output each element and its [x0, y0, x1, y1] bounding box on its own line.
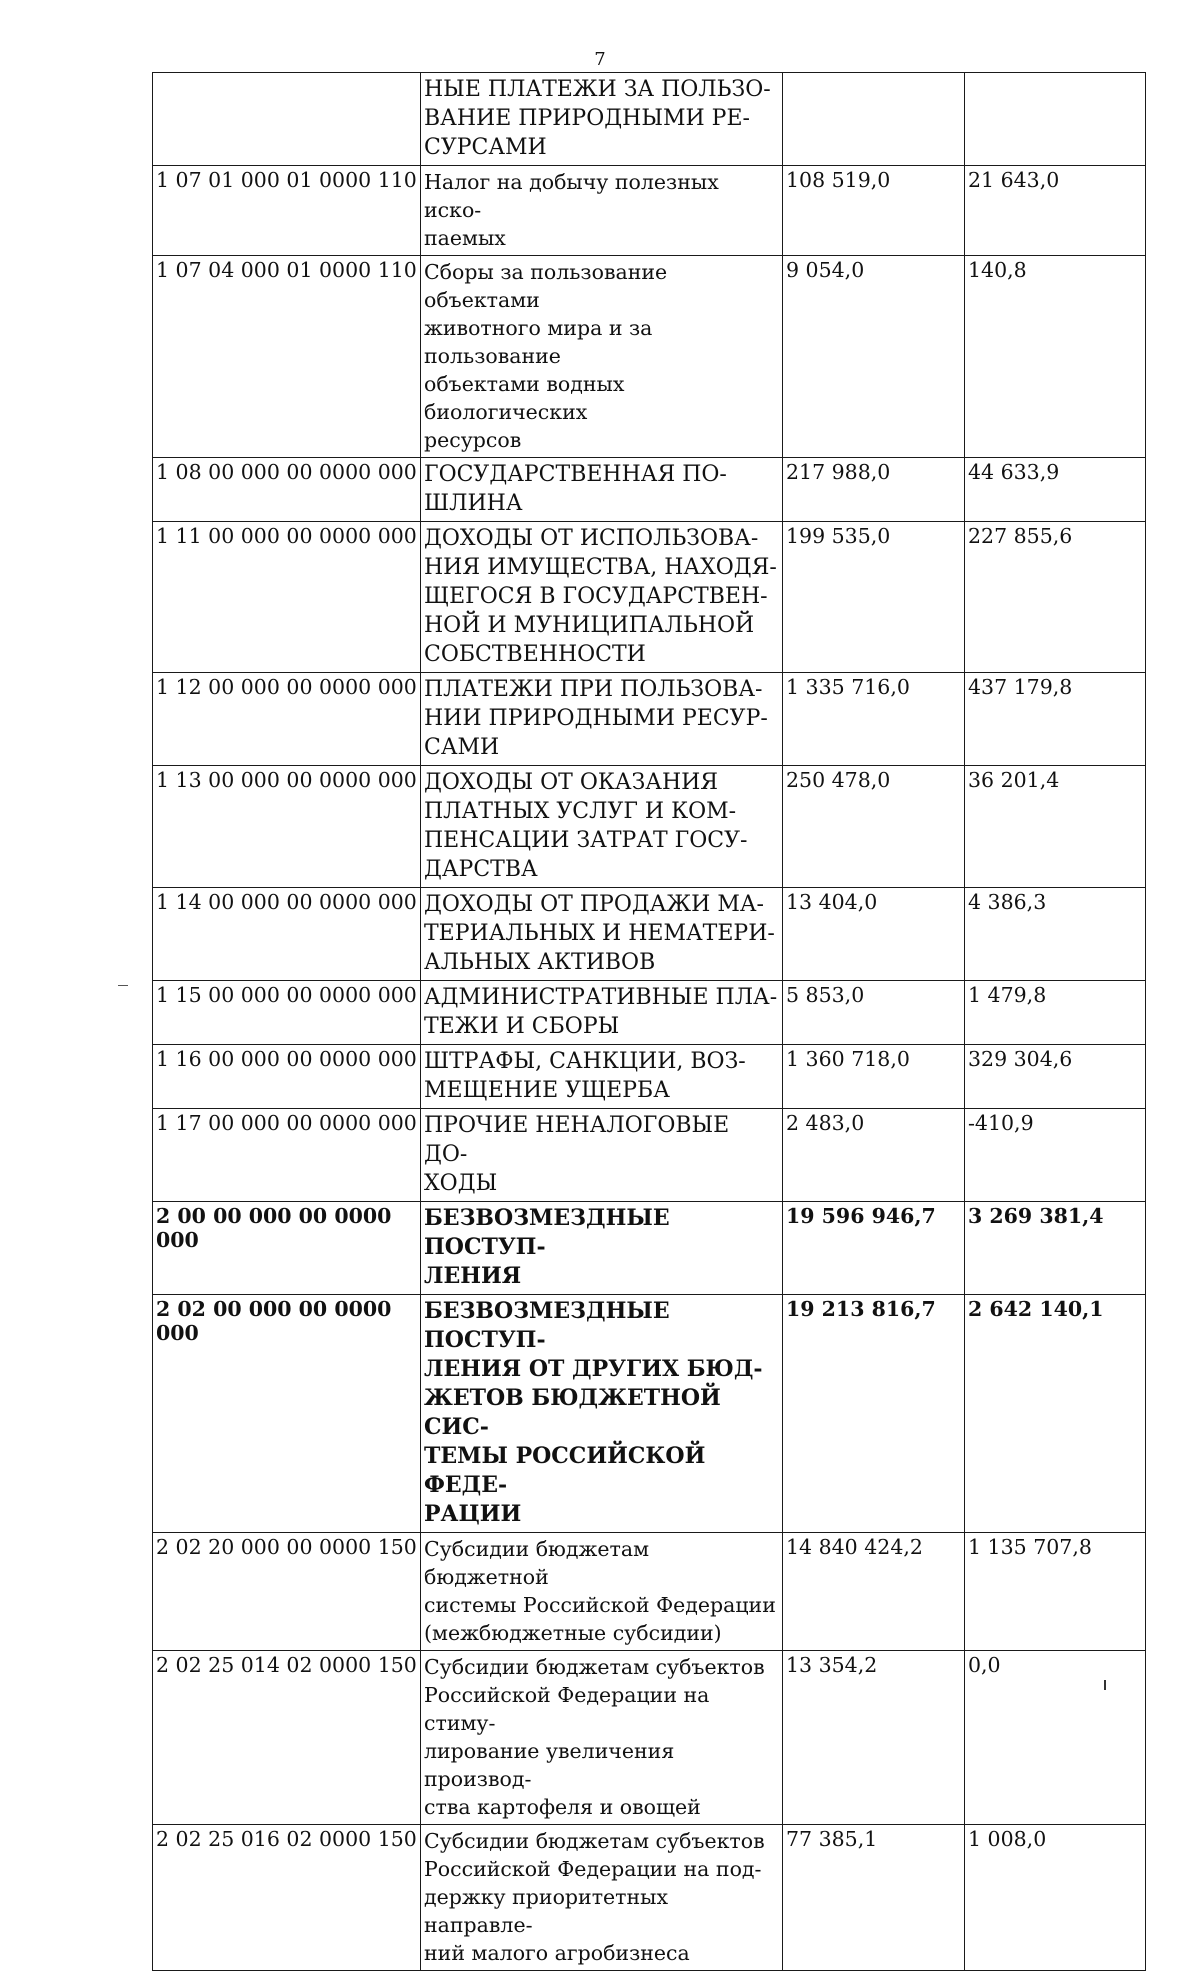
- table-row: [153, 1202, 1146, 1295]
- plan-amount-cell: 217 988,0: [783, 458, 965, 522]
- budget-code-cell: 1 13 00 000 00 0000 000: [153, 766, 421, 888]
- actual-amount-cell: 4 386,3: [965, 888, 1146, 981]
- budget-name-cell: [421, 1045, 783, 1109]
- budget-name-cell: [421, 1651, 783, 1825]
- budget-name-cell: [421, 1295, 783, 1533]
- table-row: [153, 981, 1146, 1045]
- table-row: [153, 166, 1146, 256]
- plan-amount-cell: 19 596 946,7: [783, 1202, 965, 1295]
- budget-name-cell: [421, 1202, 783, 1295]
- budget-code-cell: 1 07 04 000 01 0000 110: [153, 256, 421, 458]
- plan-amount-cell: 1 335 716,0: [783, 673, 965, 766]
- budget-name-text: Субсидии бюджетам субъектов Российской Федерации на под- держку приоритетных направле- ний малого агробизнеса: [424, 1829, 765, 1965]
- table-row: [153, 458, 1146, 522]
- budget-name-text: АДМИНИСТРАТИВНЫЕ ПЛА- ТЕЖИ И СБОРЫ: [424, 985, 778, 1039]
- budget-name-text: ДОХОДЫ ОТ ИСПОЛЬЗОВА- НИЯ ИМУЩЕСТВА, НАХОДЯ- ЩЕГОСЯ В ГОСУДАРСТВЕН- НОЙ И МУНИЦИПАЛЬНОЙ СОБСТВЕННОСТИ: [424, 526, 777, 667]
- page-number: 7: [594, 49, 606, 70]
- budget-code-cell: 2 02 25 016 02 0000 150: [153, 1825, 421, 1971]
- actual-amount-cell: 1 479,8: [965, 981, 1146, 1045]
- budget-name-cell: [421, 256, 783, 458]
- plan-amount-cell: [783, 73, 965, 166]
- budget-name-cell: [421, 1825, 783, 1971]
- budget-code-cell: 1 15 00 000 00 0000 000: [153, 981, 421, 1045]
- budget-name-text: ГОСУДАРСТВЕННАЯ ПО- ШЛИНА: [424, 462, 727, 516]
- budget-code-cell: 1 08 00 000 00 0000 000: [153, 458, 421, 522]
- budget-code-cell: 1 16 00 000 00 0000 000: [153, 1045, 421, 1109]
- actual-amount-cell: 1 135 707,8: [965, 1533, 1146, 1651]
- actual-amount-cell: 227 855,6: [965, 522, 1146, 673]
- budget-name-text: Налог на добычу полезных иско- паемых: [424, 170, 719, 250]
- actual-amount-cell: 2 642 140,1: [965, 1295, 1146, 1533]
- budget-code-cell: 1 17 00 000 00 0000 000: [153, 1109, 421, 1202]
- budget-name-text: Субсидии бюджетам субъектов Российской Федерации на стиму- лирование увеличения производ- ства картофеля и овощей: [424, 1655, 765, 1819]
- budget-name-text: Сборы за пользование объектами животного мира и за пользование объектами водных биологических ресурсов: [424, 260, 668, 452]
- plan-amount-cell: 13 354,2: [783, 1651, 965, 1825]
- table-row: [153, 1295, 1146, 1533]
- table-row: [153, 522, 1146, 673]
- budget-name-cell: [421, 981, 783, 1045]
- actual-amount-cell: 3 269 381,4: [965, 1202, 1146, 1295]
- budget-name-text: ДОХОДЫ ОТ ОКАЗАНИЯ ПЛАТНЫХ УСЛУГ И КОМ- ПЕНСАЦИИ ЗАТРАТ ГОСУ- ДАРСТВА: [424, 770, 748, 882]
- budget-name-cell: [421, 888, 783, 981]
- plan-amount-cell: 5 853,0: [783, 981, 965, 1045]
- budget-name-cell: [421, 458, 783, 522]
- budget-name-cell: [421, 766, 783, 888]
- budget-name-text: НЫЕ ПЛАТЕЖИ ЗА ПОЛЬЗО- ВАНИЕ ПРИРОДНЫМИ РЕ- СУРСАМИ: [424, 77, 771, 160]
- budget-name-text: ДОХОДЫ ОТ ПРОДАЖИ МА- ТЕРИАЛЬНЫХ И НЕМАТЕРИ- АЛЬНЫХ АКТИВОВ: [424, 892, 775, 975]
- budget-code-cell: 1 11 00 000 00 0000 000: [153, 522, 421, 673]
- actual-amount-cell: [965, 73, 1146, 166]
- actual-amount-cell: 140,8: [965, 256, 1146, 458]
- budget-name-text: БЕЗВОЗМЕЗДНЫЕ ПОСТУП- ЛЕНИЯ: [424, 1205, 670, 1289]
- plan-amount-cell: 2 483,0: [783, 1109, 965, 1202]
- budget-name-text: ПЛАТЕЖИ ПРИ ПОЛЬЗОВА- НИИ ПРИРОДНЫМИ РЕСУР- САМИ: [424, 677, 768, 760]
- plan-amount-cell: 13 404,0: [783, 888, 965, 981]
- plan-amount-cell: 19 213 816,7: [783, 1295, 965, 1533]
- budget-name-cell: [421, 673, 783, 766]
- table-row: [153, 1533, 1146, 1651]
- table-row: [153, 1825, 1146, 1971]
- table-row: [153, 1651, 1146, 1825]
- budget-code-cell: 1 12 00 000 00 0000 000: [153, 673, 421, 766]
- plan-amount-cell: 1 360 718,0: [783, 1045, 965, 1109]
- budget-name-cell: [421, 166, 783, 256]
- corner-scan-mark: [1104, 1680, 1106, 1690]
- budget-name-text: ПРОЧИЕ НЕНАЛОГОВЫЕ ДО- ХОДЫ: [424, 1113, 730, 1196]
- budget-name-text: БЕЗВОЗМЕЗДНЫЕ ПОСТУП- ЛЕНИЯ ОТ ДРУГИХ БЮД- ЖЕТОВ БЮДЖЕТНОЙ СИС- ТЕМЫ РОССИЙСКОЙ ФЕДЕ- РАЦИИ: [424, 1298, 763, 1527]
- plan-amount-cell: 108 519,0: [783, 166, 965, 256]
- budget-table-body: [153, 73, 1146, 1971]
- table-row: [153, 1109, 1146, 1202]
- budget-code-cell: 1 14 00 000 00 0000 000: [153, 888, 421, 981]
- actual-amount-cell: 44 633,9: [965, 458, 1146, 522]
- table-row: [153, 1045, 1146, 1109]
- table-row: [153, 256, 1146, 458]
- actual-amount-cell: 21 643,0: [965, 166, 1146, 256]
- plan-amount-cell: 250 478,0: [783, 766, 965, 888]
- budget-name-text: Субсидии бюджетам бюджетной системы Российской Федерации (межбюджетные субсидии): [424, 1537, 776, 1645]
- plan-amount-cell: 199 535,0: [783, 522, 965, 673]
- actual-amount-cell: -410,9: [965, 1109, 1146, 1202]
- budget-code-cell: 2 02 20 000 00 0000 150: [153, 1533, 421, 1651]
- budget-name-cell: [421, 73, 783, 166]
- actual-amount-cell: 36 201,4: [965, 766, 1146, 888]
- budget-table: [152, 72, 1146, 1971]
- budget-name-cell: [421, 1533, 783, 1651]
- plan-amount-cell: 77 385,1: [783, 1825, 965, 1971]
- budget-code-cell: 1 07 01 000 01 0000 110: [153, 166, 421, 256]
- actual-amount-cell: 437 179,8: [965, 673, 1146, 766]
- table-row: [153, 888, 1146, 981]
- plan-amount-cell: 9 054,0: [783, 256, 965, 458]
- budget-code-cell: 2 02 25 014 02 0000 150: [153, 1651, 421, 1825]
- budget-name-text: ШТРАФЫ, САНКЦИИ, ВОЗ- МЕЩЕНИЕ УЩЕРБА: [424, 1049, 746, 1103]
- budget-code-cell: 2 02 00 000 00 0000 000: [153, 1295, 421, 1533]
- budget-code-cell: [153, 73, 421, 166]
- actual-amount-cell: 0,0: [965, 1651, 1146, 1825]
- margin-tick-mark: [118, 985, 128, 986]
- table-row: [153, 73, 1146, 166]
- actual-amount-cell: 329 304,6: [965, 1045, 1146, 1109]
- table-row: [153, 673, 1146, 766]
- plan-amount-cell: 14 840 424,2: [783, 1533, 965, 1651]
- budget-name-cell: [421, 522, 783, 673]
- budget-name-cell: [421, 1109, 783, 1202]
- actual-amount-cell: 1 008,0: [965, 1825, 1146, 1971]
- budget-code-cell: 2 00 00 000 00 0000 000: [153, 1202, 421, 1295]
- table-row: [153, 766, 1146, 888]
